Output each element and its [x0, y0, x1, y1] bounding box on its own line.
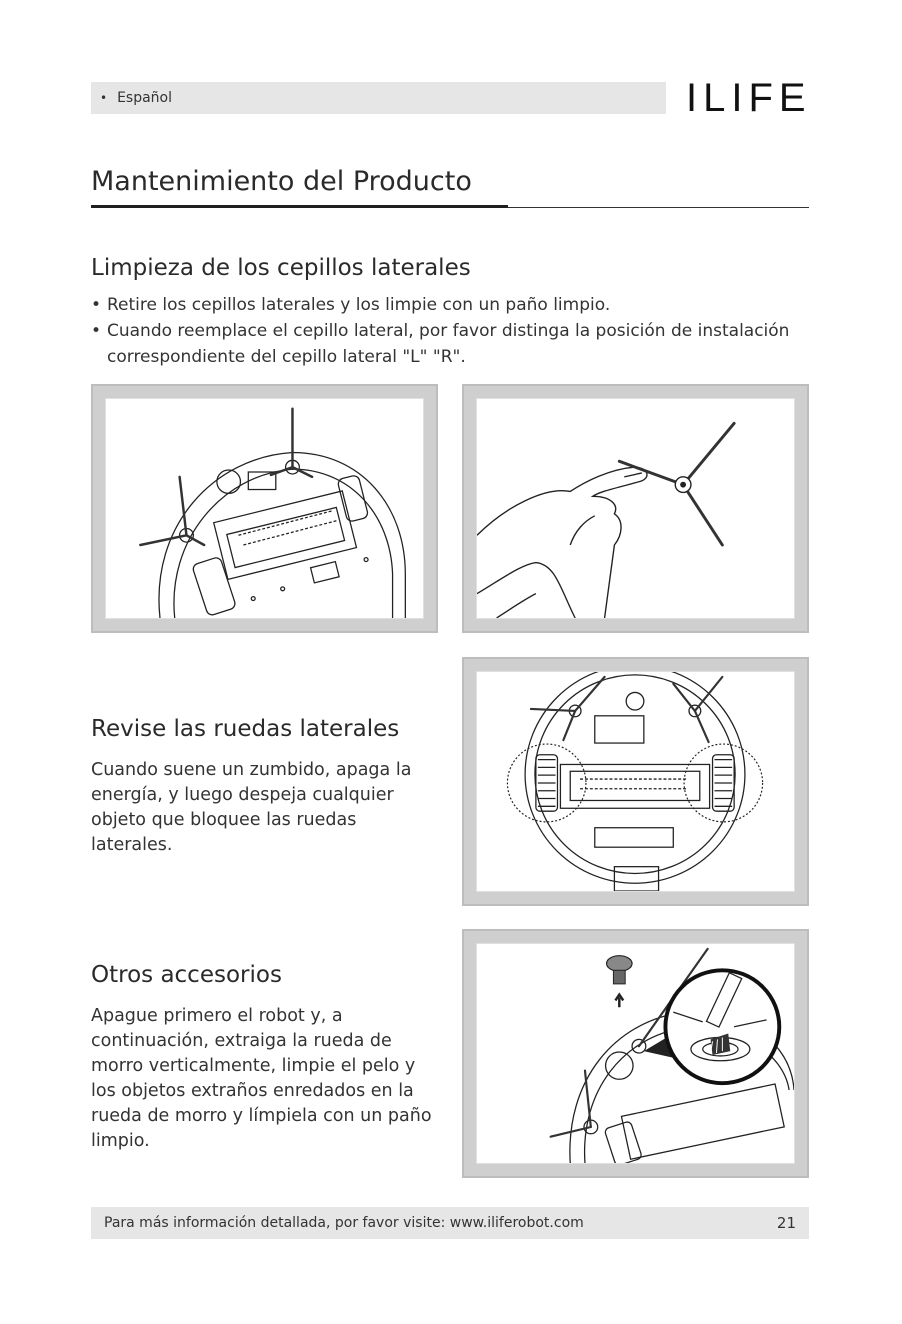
illustration-frame-3 — [462, 657, 809, 906]
side-brush-instructions — [91, 292, 791, 370]
section-heading-side-brushes: Limpieza de los cepillos laterales — [91, 255, 471, 281]
robot-side-wheels-icon — [476, 671, 795, 892]
page-title: Mantenimiento del Producto — [91, 166, 472, 197]
language-bullet: • — [100, 91, 108, 105]
section-heading-other-accessories: Otros accesorios — [91, 962, 282, 988]
hand-cloth-side-brush-icon — [476, 398, 795, 619]
illustration-frame-1 — [91, 384, 438, 633]
side-wheels-description: Cuando suene un zumbido, apaga la energía, y luego despeja cualquier objeto que bloquee las ruedas laterales. — [91, 760, 412, 855]
illustration-frame-4 — [462, 929, 809, 1178]
language-bar — [91, 82, 666, 114]
page-number: 21 — [776, 1214, 796, 1232]
robot-underside-side-brush-icon — [105, 398, 424, 619]
illustration-frame-2 — [462, 384, 809, 633]
brand-logo: ILIFE — [686, 76, 812, 120]
language-label: Español — [117, 90, 173, 106]
robot-front-caster-icon — [476, 943, 795, 1164]
instruction-item: • Retire los cepillos laterales y los limpie con un paño limpio. — [91, 292, 791, 318]
other-accessories-description: Apague primero el robot y, a continuación, extraiga la rueda de morro verticalmente, limpie el pelo y los objetos extraños enredados en la rueda de morro y límpiela con un paño limpio. — [91, 1006, 432, 1151]
instruction-item: • Cuando reemplace el cepillo lateral, por favor distinga la posición de instalación correspondiente del cepillo lateral "L" "R". — [91, 318, 791, 370]
footer-bar — [91, 1207, 809, 1239]
section-heading-side-wheels: Revise las ruedas laterales — [91, 716, 400, 742]
footer-info-text: Para más información detallada, por favor visite: www.iliferobot.com — [104, 1215, 584, 1231]
title-rule-thick — [91, 205, 508, 208]
